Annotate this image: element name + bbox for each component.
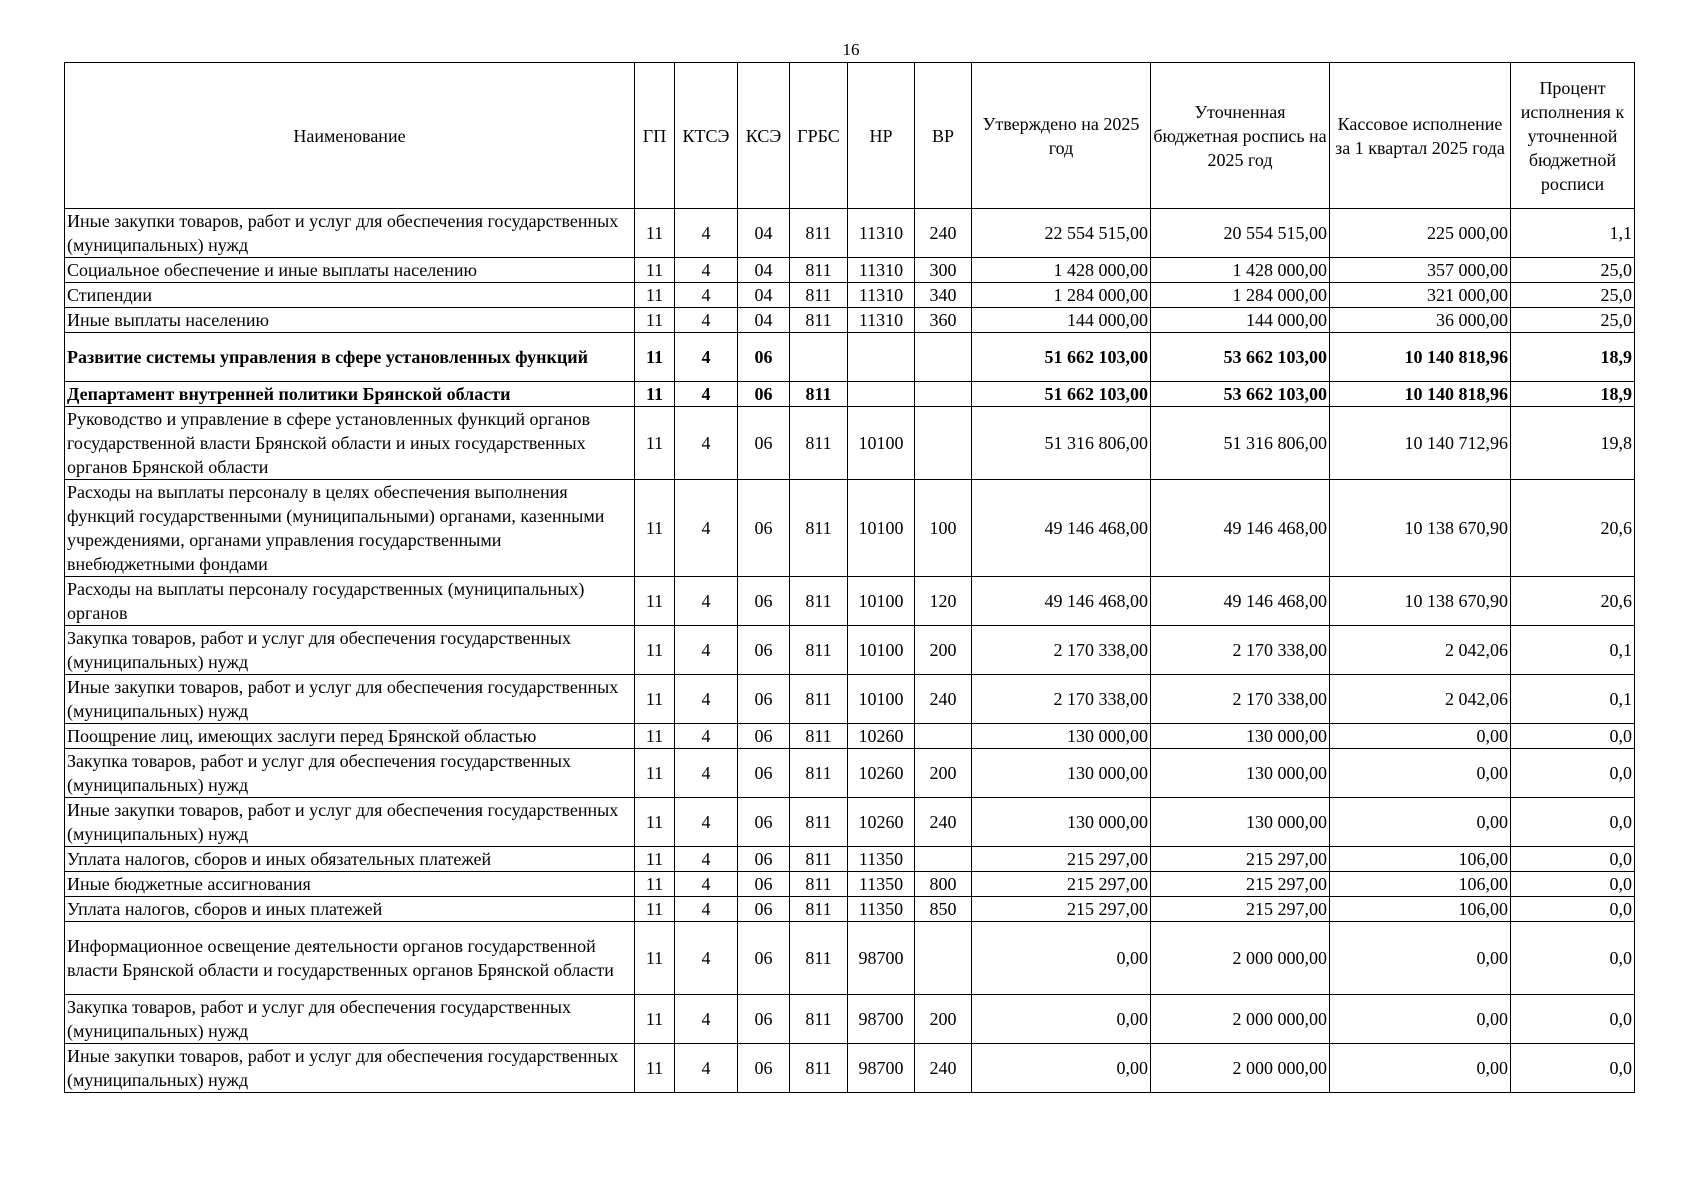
cell-vr: 100 — [915, 480, 972, 577]
cell-name: Иные закупки товаров, работ и услуг для обеспечения государственных (муниципальных) нужд — [65, 798, 635, 847]
cell-refined: 49 146 468,00 — [1151, 577, 1330, 626]
cell-vr — [915, 333, 972, 382]
cell-ktse: 4 — [675, 724, 738, 749]
header-grbs: ГРБС — [790, 63, 848, 209]
cell-gp: 11 — [635, 675, 675, 724]
cell-approved: 49 146 468,00 — [972, 480, 1151, 577]
cell-kse: 06 — [738, 897, 790, 922]
cell-grbs: 811 — [790, 724, 848, 749]
cell-vr: 240 — [915, 209, 972, 258]
cell-kse: 06 — [738, 382, 790, 407]
header-kse: КСЭ — [738, 63, 790, 209]
cell-gp: 11 — [635, 847, 675, 872]
cell-approved: 144 000,00 — [972, 308, 1151, 333]
cell-vr: 240 — [915, 1044, 972, 1093]
table-row-section — [65, 382, 1635, 407]
cell-ktse: 4 — [675, 626, 738, 675]
cell-percent: 18,9 — [1511, 382, 1635, 407]
table-row — [65, 407, 1635, 480]
cell-percent: 19,8 — [1511, 407, 1635, 480]
cell-vr: 340 — [915, 283, 972, 308]
table-row-section — [65, 333, 1635, 382]
cell-refined: 2 000 000,00 — [1151, 995, 1330, 1044]
header-approved: Утверждено на 2025 год — [972, 63, 1151, 209]
table-row — [65, 922, 1635, 995]
cell-vr: 200 — [915, 626, 972, 675]
cell-grbs: 811 — [790, 283, 848, 308]
cell-refined: 20 554 515,00 — [1151, 209, 1330, 258]
cell-refined: 53 662 103,00 — [1151, 382, 1330, 407]
cell-kse: 04 — [738, 283, 790, 308]
cell-ktse: 4 — [675, 995, 738, 1044]
cell-vr: 200 — [915, 749, 972, 798]
cell-cash: 10 138 670,90 — [1330, 577, 1511, 626]
cell-kse: 06 — [738, 995, 790, 1044]
cell-name: Поощрение лиц, имеющих заслуги перед Брянской областью — [65, 724, 635, 749]
cell-vr: 360 — [915, 308, 972, 333]
cell-ktse: 4 — [675, 407, 738, 480]
cell-name: Иные выплаты населению — [65, 308, 635, 333]
cell-approved: 51 662 103,00 — [972, 382, 1151, 407]
cell-kse: 06 — [738, 480, 790, 577]
cell-name: Развитие системы управления в сфере установленных функций — [65, 333, 635, 382]
cell-ktse: 4 — [675, 675, 738, 724]
cell-cash: 0,00 — [1330, 995, 1511, 1044]
cell-gp: 11 — [635, 872, 675, 897]
cell-np: 98700 — [848, 922, 915, 995]
cell-name: Уплата налогов, сборов и иных платежей — [65, 897, 635, 922]
table-row — [65, 675, 1635, 724]
cell-grbs: 811 — [790, 1044, 848, 1093]
cell-kse: 06 — [738, 749, 790, 798]
cell-name: Расходы на выплаты персоналу государственных (муниципальных) органов — [65, 577, 635, 626]
cell-grbs — [790, 333, 848, 382]
cell-approved: 215 297,00 — [972, 847, 1151, 872]
cell-np: 98700 — [848, 1044, 915, 1093]
cell-ktse: 4 — [675, 922, 738, 995]
cell-kse: 06 — [738, 724, 790, 749]
cell-ktse: 4 — [675, 308, 738, 333]
cell-vr — [915, 847, 972, 872]
table-row — [65, 724, 1635, 749]
cell-refined: 215 297,00 — [1151, 872, 1330, 897]
cell-refined: 130 000,00 — [1151, 798, 1330, 847]
table-row — [65, 872, 1635, 897]
cell-gp: 11 — [635, 922, 675, 995]
cell-ktse: 4 — [675, 577, 738, 626]
table-header-row — [65, 63, 1635, 209]
cell-cash: 0,00 — [1330, 724, 1511, 749]
cell-percent: 0,0 — [1511, 897, 1635, 922]
cell-cash: 321 000,00 — [1330, 283, 1511, 308]
cell-grbs: 811 — [790, 897, 848, 922]
page-number: 16 — [842, 40, 860, 59]
header-np: НР — [848, 63, 915, 209]
cell-cash: 2 042,06 — [1330, 675, 1511, 724]
cell-name: Иные бюджетные ассигнования — [65, 872, 635, 897]
cell-np: 11350 — [848, 872, 915, 897]
cell-refined: 130 000,00 — [1151, 724, 1330, 749]
cell-percent: 0,1 — [1511, 626, 1635, 675]
cell-ktse: 4 — [675, 283, 738, 308]
cell-cash: 36 000,00 — [1330, 308, 1511, 333]
table-row — [65, 798, 1635, 847]
cell-name: Иные закупки товаров, работ и услуг для обеспечения государственных (муниципальных) нужд — [65, 675, 635, 724]
cell-name: Иные закупки товаров, работ и услуг для обеспечения государственных (муниципальных) нужд — [65, 209, 635, 258]
cell-ktse: 4 — [675, 897, 738, 922]
cell-approved: 215 297,00 — [972, 872, 1151, 897]
cell-refined: 215 297,00 — [1151, 897, 1330, 922]
cell-approved: 0,00 — [972, 922, 1151, 995]
cell-np — [848, 333, 915, 382]
cell-gp: 11 — [635, 577, 675, 626]
cell-gp: 11 — [635, 897, 675, 922]
cell-cash: 10 138 670,90 — [1330, 480, 1511, 577]
cell-name: Стипендии — [65, 283, 635, 308]
cell-cash: 10 140 712,96 — [1330, 407, 1511, 480]
cell-vr: 300 — [915, 258, 972, 283]
cell-vr — [915, 382, 972, 407]
cell-approved: 0,00 — [972, 995, 1151, 1044]
cell-cash: 2 042,06 — [1330, 626, 1511, 675]
cell-kse: 06 — [738, 798, 790, 847]
header-refined: Уточненная бюджетная роспись на 2025 год — [1151, 63, 1330, 209]
cell-percent: 0,1 — [1511, 675, 1635, 724]
cell-cash: 0,00 — [1330, 1044, 1511, 1093]
cell-name: Департамент внутренней политики Брянской области — [65, 382, 635, 407]
cell-ktse: 4 — [675, 258, 738, 283]
cell-vr — [915, 407, 972, 480]
cell-grbs: 811 — [790, 995, 848, 1044]
cell-cash: 225 000,00 — [1330, 209, 1511, 258]
cell-np: 11310 — [848, 209, 915, 258]
cell-cash: 357 000,00 — [1330, 258, 1511, 283]
cell-np: 10100 — [848, 626, 915, 675]
cell-gp: 11 — [635, 995, 675, 1044]
cell-percent: 20,6 — [1511, 480, 1635, 577]
cell-refined: 2 170 338,00 — [1151, 626, 1330, 675]
cell-kse: 06 — [738, 577, 790, 626]
cell-gp: 11 — [635, 1044, 675, 1093]
cell-grbs: 811 — [790, 675, 848, 724]
table-row — [65, 577, 1635, 626]
cell-name: Руководство и управление в сфере установленных функций органов государственной власти Брянской области и иных государственных органов Брянской области — [65, 407, 635, 480]
cell-gp: 11 — [635, 749, 675, 798]
cell-cash: 106,00 — [1330, 872, 1511, 897]
cell-ktse: 4 — [675, 382, 738, 407]
cell-ktse: 4 — [675, 209, 738, 258]
cell-np: 10260 — [848, 749, 915, 798]
cell-vr — [915, 724, 972, 749]
cell-refined: 49 146 468,00 — [1151, 480, 1330, 577]
cell-grbs: 811 — [790, 872, 848, 897]
cell-np: 11350 — [848, 897, 915, 922]
cell-grbs: 811 — [790, 626, 848, 675]
cell-gp: 11 — [635, 382, 675, 407]
cell-np: 11350 — [848, 847, 915, 872]
cell-approved: 0,00 — [972, 1044, 1151, 1093]
header-cash: Кассовое исполнение за 1 квартал 2025 года — [1330, 63, 1511, 209]
cell-grbs: 811 — [790, 577, 848, 626]
cell-kse: 04 — [738, 209, 790, 258]
cell-np: 10260 — [848, 724, 915, 749]
cell-vr: 850 — [915, 897, 972, 922]
cell-refined: 51 316 806,00 — [1151, 407, 1330, 480]
cell-grbs: 811 — [790, 209, 848, 258]
table-row — [65, 626, 1635, 675]
cell-approved: 51 316 806,00 — [972, 407, 1151, 480]
cell-approved: 130 000,00 — [972, 798, 1151, 847]
table-row — [65, 283, 1635, 308]
cell-vr: 120 — [915, 577, 972, 626]
cell-cash: 106,00 — [1330, 847, 1511, 872]
cell-refined: 2 000 000,00 — [1151, 1044, 1330, 1093]
cell-percent: 18,9 — [1511, 333, 1635, 382]
table-row — [65, 209, 1635, 258]
table-row — [65, 995, 1635, 1044]
cell-np: 10100 — [848, 577, 915, 626]
cell-gp: 11 — [635, 258, 675, 283]
table-row — [65, 1044, 1635, 1093]
cell-np: 10100 — [848, 675, 915, 724]
cell-approved: 130 000,00 — [972, 724, 1151, 749]
cell-percent: 0,0 — [1511, 798, 1635, 847]
cell-percent: 0,0 — [1511, 847, 1635, 872]
cell-grbs: 811 — [790, 308, 848, 333]
cell-cash: 0,00 — [1330, 749, 1511, 798]
table-row — [65, 897, 1635, 922]
cell-grbs: 811 — [790, 407, 848, 480]
cell-approved: 2 170 338,00 — [972, 675, 1151, 724]
cell-approved: 49 146 468,00 — [972, 577, 1151, 626]
table-row — [65, 847, 1635, 872]
cell-refined: 215 297,00 — [1151, 847, 1330, 872]
cell-np: 11310 — [848, 308, 915, 333]
cell-cash: 0,00 — [1330, 922, 1511, 995]
cell-kse: 06 — [738, 333, 790, 382]
cell-gp: 11 — [635, 283, 675, 308]
header-ktse: КТСЭ — [675, 63, 738, 209]
cell-grbs: 811 — [790, 922, 848, 995]
cell-vr — [915, 922, 972, 995]
cell-percent: 25,0 — [1511, 283, 1635, 308]
cell-ktse: 4 — [675, 1044, 738, 1093]
table-row — [65, 308, 1635, 333]
cell-ktse: 4 — [675, 798, 738, 847]
cell-kse: 06 — [738, 847, 790, 872]
cell-percent: 0,0 — [1511, 872, 1635, 897]
cell-name: Уплата налогов, сборов и иных обязательных платежей — [65, 847, 635, 872]
cell-name: Иные закупки товаров, работ и услуг для обеспечения государственных (муниципальных) нужд — [65, 1044, 635, 1093]
cell-np: 10100 — [848, 480, 915, 577]
cell-name: Закупка товаров, работ и услуг для обеспечения государственных (муниципальных) нужд — [65, 626, 635, 675]
cell-ktse: 4 — [675, 749, 738, 798]
cell-percent: 25,0 — [1511, 258, 1635, 283]
cell-kse: 06 — [738, 675, 790, 724]
cell-gp: 11 — [635, 209, 675, 258]
cell-percent: 20,6 — [1511, 577, 1635, 626]
cell-refined: 144 000,00 — [1151, 308, 1330, 333]
budget-table — [64, 62, 1635, 1093]
cell-grbs: 811 — [790, 480, 848, 577]
cell-gp: 11 — [635, 333, 675, 382]
cell-grbs: 811 — [790, 382, 848, 407]
cell-vr: 800 — [915, 872, 972, 897]
cell-cash: 10 140 818,96 — [1330, 333, 1511, 382]
cell-gp: 11 — [635, 724, 675, 749]
cell-refined: 1 428 000,00 — [1151, 258, 1330, 283]
cell-percent: 1,1 — [1511, 209, 1635, 258]
cell-gp: 11 — [635, 308, 675, 333]
cell-gp: 11 — [635, 407, 675, 480]
cell-refined: 1 284 000,00 — [1151, 283, 1330, 308]
header-percent: Процент исполнения к уточненной бюджетной росписи — [1511, 63, 1635, 209]
cell-kse: 06 — [738, 626, 790, 675]
cell-kse: 06 — [738, 407, 790, 480]
cell-vr: 200 — [915, 995, 972, 1044]
cell-approved: 2 170 338,00 — [972, 626, 1151, 675]
cell-approved: 130 000,00 — [972, 749, 1151, 798]
cell-name: Расходы на выплаты персоналу в целях обеспечения выполнения функций государственными (муниципальными) органами, казенными учреждениями, органами управления государственными внебюджетными фондами — [65, 480, 635, 577]
cell-refined: 2 170 338,00 — [1151, 675, 1330, 724]
cell-gp: 11 — [635, 480, 675, 577]
cell-grbs: 811 — [790, 258, 848, 283]
cell-np: 11310 — [848, 283, 915, 308]
cell-np: 10260 — [848, 798, 915, 847]
cell-ktse: 4 — [675, 872, 738, 897]
cell-grbs: 811 — [790, 847, 848, 872]
cell-ktse: 4 — [675, 333, 738, 382]
cell-kse: 04 — [738, 308, 790, 333]
cell-cash: 0,00 — [1330, 798, 1511, 847]
cell-percent: 0,0 — [1511, 724, 1635, 749]
cell-approved: 1 284 000,00 — [972, 283, 1151, 308]
cell-refined: 53 662 103,00 — [1151, 333, 1330, 382]
cell-kse: 06 — [738, 872, 790, 897]
table-row — [65, 480, 1635, 577]
cell-name: Закупка товаров, работ и услуг для обеспечения государственных (муниципальных) нужд — [65, 995, 635, 1044]
header-gp: ГП — [635, 63, 675, 209]
cell-name: Социальное обеспечение и иные выплаты населению — [65, 258, 635, 283]
cell-vr: 240 — [915, 798, 972, 847]
table-row — [65, 749, 1635, 798]
cell-percent: 0,0 — [1511, 1044, 1635, 1093]
cell-gp: 11 — [635, 626, 675, 675]
cell-percent: 0,0 — [1511, 922, 1635, 995]
cell-kse: 06 — [738, 1044, 790, 1093]
cell-np: 11310 — [848, 258, 915, 283]
cell-vr: 240 — [915, 675, 972, 724]
cell-ktse: 4 — [675, 480, 738, 577]
header-name: Наименование — [65, 63, 635, 209]
cell-approved: 51 662 103,00 — [972, 333, 1151, 382]
cell-approved: 22 554 515,00 — [972, 209, 1151, 258]
cell-grbs: 811 — [790, 798, 848, 847]
cell-name: Закупка товаров, работ и услуг для обеспечения государственных (муниципальных) нужд — [65, 749, 635, 798]
cell-refined: 2 000 000,00 — [1151, 922, 1330, 995]
cell-approved: 215 297,00 — [972, 897, 1151, 922]
cell-cash: 10 140 818,96 — [1330, 382, 1511, 407]
cell-percent: 25,0 — [1511, 308, 1635, 333]
cell-ktse: 4 — [675, 847, 738, 872]
cell-refined: 130 000,00 — [1151, 749, 1330, 798]
cell-kse: 04 — [738, 258, 790, 283]
cell-np: 10100 — [848, 407, 915, 480]
cell-np: 98700 — [848, 995, 915, 1044]
cell-name: Информационное освещение деятельности органов государственной власти Брянской области и государственных органов Брянской области — [65, 922, 635, 995]
table-row — [65, 258, 1635, 283]
cell-cash: 106,00 — [1330, 897, 1511, 922]
cell-gp: 11 — [635, 798, 675, 847]
cell-approved: 1 428 000,00 — [972, 258, 1151, 283]
cell-np — [848, 382, 915, 407]
cell-percent: 0,0 — [1511, 995, 1635, 1044]
cell-grbs: 811 — [790, 749, 848, 798]
cell-kse: 06 — [738, 922, 790, 995]
header-vr: ВР — [915, 63, 972, 209]
cell-percent: 0,0 — [1511, 749, 1635, 798]
